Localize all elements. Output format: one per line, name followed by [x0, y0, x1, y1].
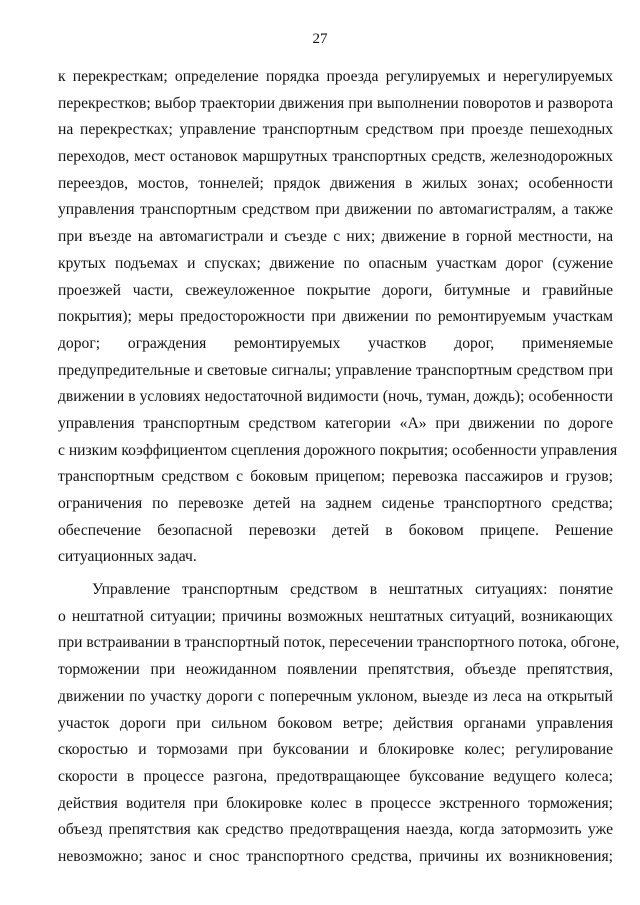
- text-line: обеспечение безопасной перевозки детей в боковом прицепе. Решение: [58, 521, 613, 539]
- text-line: переходов, мест остановок маршрутных транспортных средств, железнодорожных: [58, 148, 613, 166]
- text-line: управления транспортным средством категории «А» при движении по дороге: [58, 414, 613, 432]
- text-line: переездов, мостов, тоннелей; прядок движения в жилых зонах; особенности: [58, 174, 613, 192]
- text-line: с низким коэффициентом сцепления дорожного покрытия; особенности управления: [58, 441, 618, 459]
- paragraph: [58, 64, 618, 571]
- document-body: [58, 64, 620, 871]
- text-line: о нештатной ситуации; причины возможных нештатных ситуаций, возникающих: [58, 607, 613, 625]
- text-line: управления транспортным средством при движении по автомагистралям, а также: [58, 201, 613, 219]
- text-line: движении по участку дороги с поперечным уклоном, выезде из леса на открытый: [58, 687, 613, 705]
- text-line: торможении при неожиданном появлении препятствия, объезде препятствия,: [58, 661, 613, 679]
- text-line: движении в условиях недостаточной видимости (ночь, туман, дождь); особенности: [58, 388, 613, 406]
- text-line: при въезде на автомагистрали и съезде с них; движение в горной местности, на: [58, 228, 613, 246]
- page-number: 27: [312, 31, 328, 47]
- text-line: объезд препятствия как средство предотвращения наезда, когда затормозить уже: [58, 821, 613, 839]
- text-line: к перекресткам; определение порядка проезда регулируемых и нерегулируемых: [58, 68, 613, 85]
- text-line: перекрестков; выбор траектории движения при выполнении поворотов и разворота: [58, 94, 613, 112]
- text-line: ограничения по перевозке детей на заднем сиденье транспортного средства;: [58, 495, 613, 512]
- text-line: невозможно; занос и снос транспортного средства, причины их возникновения;: [58, 847, 613, 865]
- text-line: скорости в процессе разгона, предотвращающее буксование ведущего колеса;: [58, 767, 613, 785]
- text-line: скоростью и тормозами при буксовании и блокировке колес; регулирование: [58, 741, 613, 759]
- text-line: на перекрестках; управление транспортным средством при проезде пешеходных: [58, 121, 613, 139]
- text-line: предупредительные и световые сигналы; управление транспортным средством при: [58, 361, 613, 379]
- text-line: ситуационных задач.: [58, 548, 197, 566]
- text-line: действия водителя при блокировке колес в процессе экстренного торможения;: [58, 794, 613, 812]
- text-line: покрытия); меры предосторожности при движении по ремонтируемым участкам: [58, 308, 613, 326]
- text-line: транспортным средством с боковым прицепом; перевозка пассажиров и грузов;: [58, 468, 613, 486]
- text-line: при встраивании в транспортный поток, пересечении транспортного потока, обгоне,: [58, 634, 620, 652]
- text-line: проезжей части, свежеуложенное покрытие дороги, битумные и гравийные: [58, 281, 613, 299]
- text-line: участок дороги при сильном боковом ветре; действия органами управления: [58, 714, 613, 732]
- text-line: крутых подъемах и спусках; движение по опасным участкам дорог (сужение: [58, 254, 613, 272]
- text-line: Управление транспортным средством в нештатных ситуациях: понятие: [92, 581, 613, 599]
- paragraph: [58, 577, 620, 871]
- text-line: дорог; ограждения ремонтируемых участков дорог, применяемые: [58, 334, 613, 352]
